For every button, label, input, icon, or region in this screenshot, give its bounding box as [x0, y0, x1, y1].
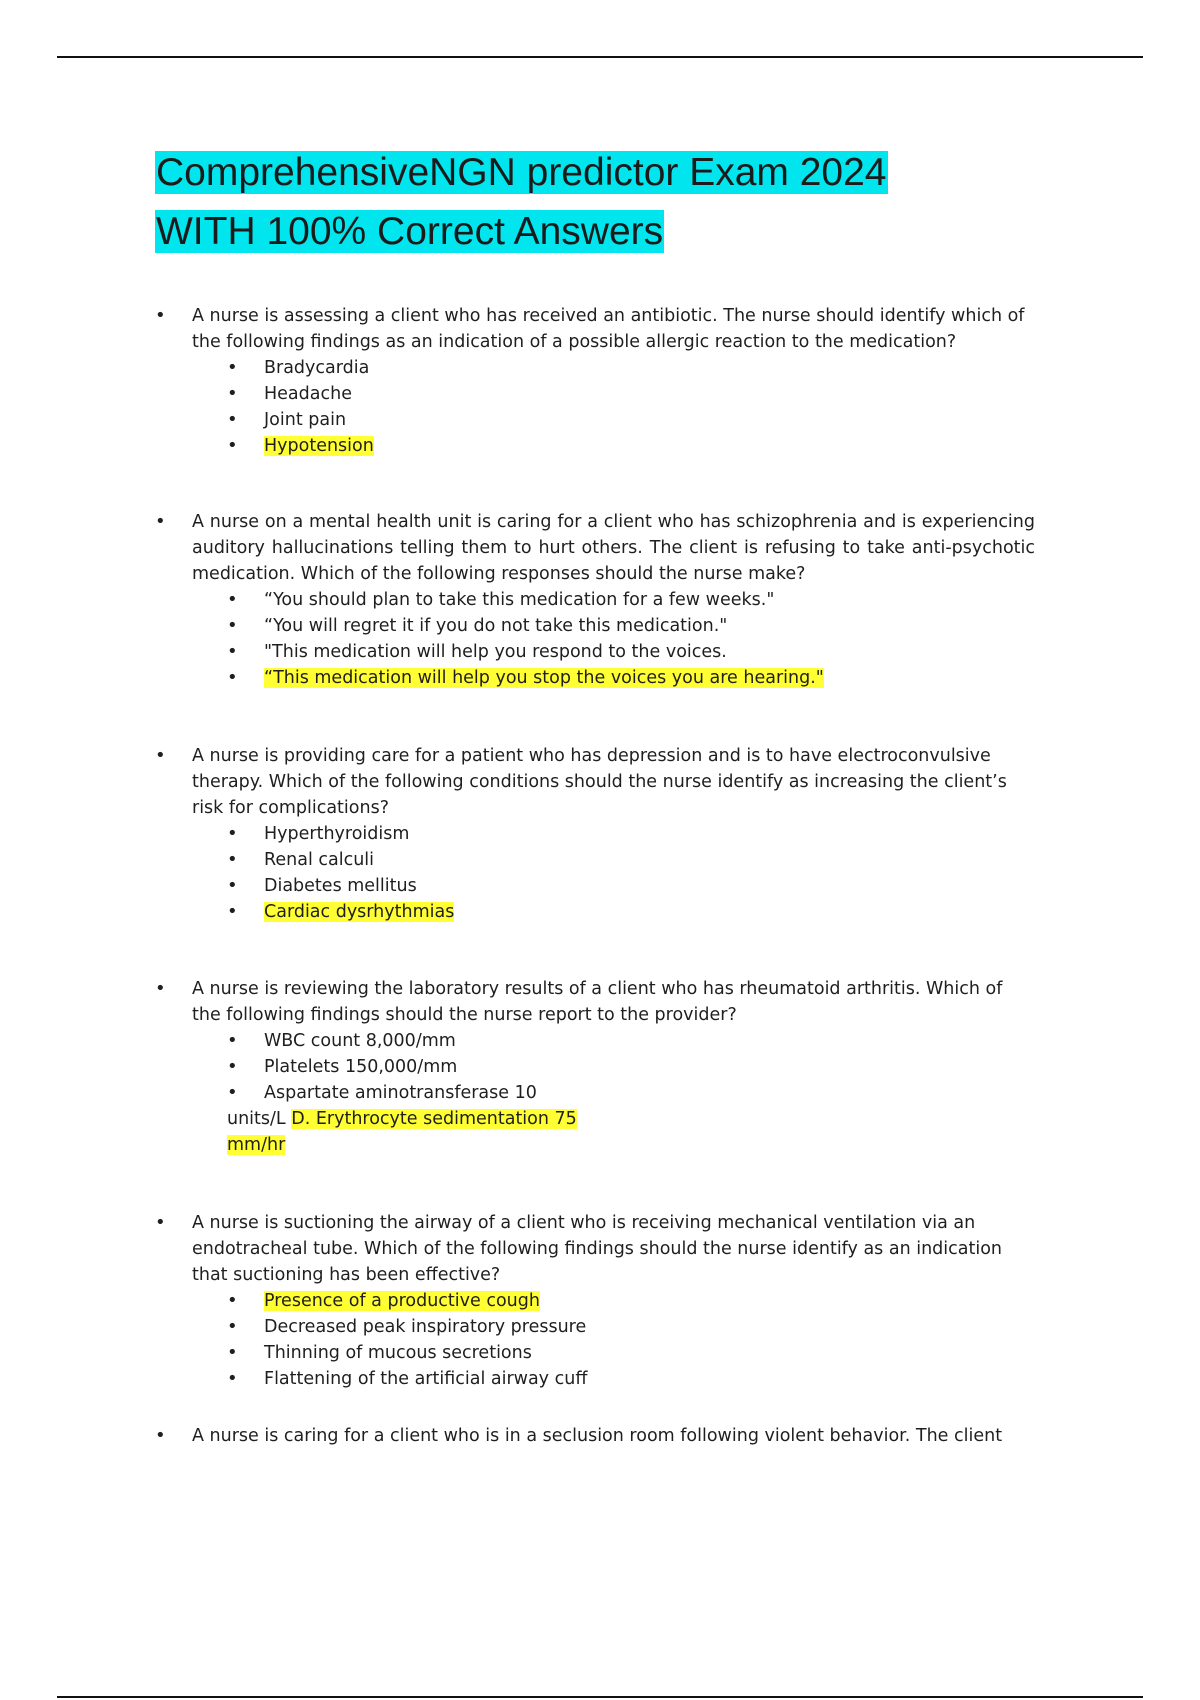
- header-rule: [57, 56, 1143, 58]
- answer-options: [155, 355, 1035, 459]
- correct-answer-highlight: Presence of a productive cough: [264, 1291, 540, 1311]
- question-stem: • A nurse on a mental health unit is caring for a client who has schizophrenia and is experiencing auditory hallucinations telling them to hurt others. The client is refusing to take anti-psychotic medication. Which of the following responses should the nurse make?: [155, 509, 1035, 587]
- question-2: [155, 509, 1035, 691]
- option-item: • Hyperthyroidism: [227, 821, 1035, 847]
- option-item-correct: [227, 1288, 1035, 1314]
- correct-answer-highlight-cont: mm/hr: [227, 1135, 286, 1155]
- question-4: [155, 976, 1035, 1158]
- question-stem: • A nurse is reviewing the laboratory results of a client who has rheumatoid arthritis. Which of the following findings should the nurse report to the provider?: [155, 976, 1035, 1028]
- answer-options: [155, 1288, 1035, 1392]
- correct-answer-highlight: Cardiac dysrhythmias: [264, 902, 455, 922]
- question-1: [155, 303, 1035, 459]
- question-5: [155, 1210, 1035, 1392]
- option-item: • "This medication will help you respond to the voices.: [227, 639, 1035, 665]
- option-item: • Headache: [227, 381, 1035, 407]
- title-line-2: WITH 100% Correct Answers: [156, 210, 664, 253]
- answer-options: [155, 1028, 1035, 1106]
- option-item: • Bradycardia: [227, 355, 1035, 381]
- option-item: • Renal calculi: [227, 847, 1035, 873]
- option-item-correct: [227, 433, 1035, 459]
- correct-answer-highlight: D. Erythrocyte sedimentation 75: [291, 1109, 577, 1129]
- question-6: [155, 1423, 1035, 1449]
- question-stem: • A nurse is providing care for a patient who has depression and is to have electroconvulsive therapy. Which of the following conditions should the nurse identify as increasing the client’s risk for complications?: [155, 743, 1035, 821]
- option-item: • Flattening of the artificial airway cuff: [227, 1366, 1035, 1392]
- option-item: • Thinning of mucous secretions: [227, 1340, 1035, 1366]
- correct-answer-highlight: “This medication will help you stop the voices you are hearing.": [264, 668, 824, 688]
- option-item: • Decreased peak inspiratory pressure: [227, 1314, 1035, 1340]
- option-continuation: [155, 1106, 1035, 1158]
- correct-answer-highlight: Hypotension: [264, 436, 374, 456]
- option-item-correct: [227, 899, 1035, 925]
- question-stem: • A nurse is assessing a client who has received an antibiotic. The nurse should identify which of the following findings as an indication of a possible allergic reaction to the medication?: [155, 303, 1035, 355]
- option-item: • Aspartate aminotransferase 10: [227, 1080, 1035, 1106]
- option-item: • Joint pain: [227, 407, 1035, 433]
- answer-options: [155, 587, 1035, 691]
- answer-options: [155, 821, 1035, 925]
- option-item: • “You should plan to take this medication for a few weeks.": [227, 587, 1035, 613]
- question-3: [155, 743, 1035, 925]
- option-item: • “You will regret it if you do not take this medication.": [227, 613, 1035, 639]
- option-item-correct: [227, 665, 1035, 691]
- question-stem: • A nurse is caring for a client who is in a seclusion room following violent behavior. The client: [155, 1423, 1035, 1449]
- document-title: [155, 143, 1055, 261]
- option-item: • Platelets 150,000/mm: [227, 1054, 1035, 1080]
- question-stem: • A nurse is suctioning the airway of a client who is receiving mechanical ventilation via an endotracheal tube. Which of the following findings should the nurse identify as an indication that suctioning has been effective?: [155, 1210, 1035, 1288]
- option-item: • WBC count 8,000/mm: [227, 1028, 1035, 1054]
- option-item: • Diabetes mellitus: [227, 873, 1035, 899]
- continuation-text: units/L: [227, 1109, 286, 1129]
- footer-rule: [57, 1696, 1143, 1698]
- title-line-1: ComprehensiveNGN predictor Exam 2024: [156, 151, 887, 194]
